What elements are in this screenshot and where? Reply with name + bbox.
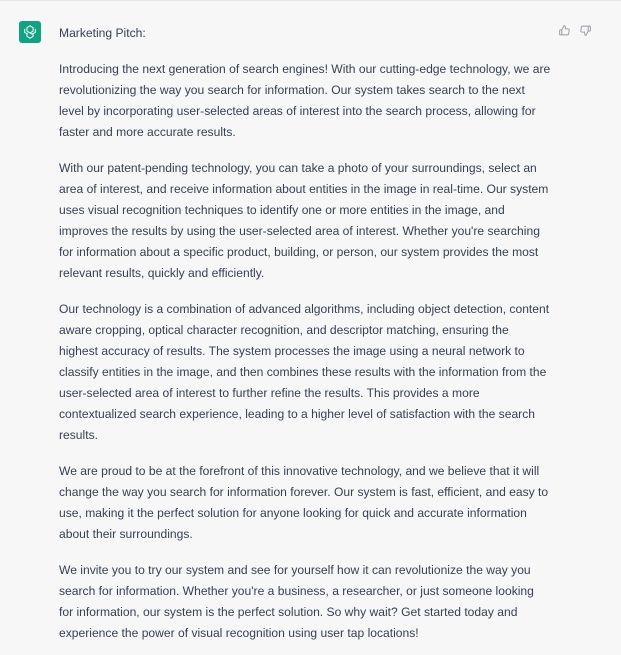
assistant-avatar	[19, 21, 41, 43]
thumbs-up-button[interactable]	[558, 24, 571, 37]
message-paragraph: We invite you to try our system and see for yourself how it can revolutionize the way you search for information. Whether you're a business, a researcher, or just someone looking for information, our system is the perfect solution. So why wait? Get started today and experience the power of visual recognition using user tap locations!	[59, 563, 534, 640]
message-heading: Marketing Pitch:	[59, 26, 146, 40]
feedback-controls	[558, 24, 592, 37]
message-paragraph: Introducing the next generation of search engines! With our cutting-edge technology, we are revolutionizing the way you search for information. Our system takes search to the next level by incorporating user-selected areas of interest into the search process, allowing for faster and more accurate results.	[59, 62, 551, 139]
openai-logo-icon	[22, 24, 38, 40]
message-paragraph: We are proud to be at the forefront of this innovative technology, and we believe that it will change the way you search for information forever. Our system is fast, efficient, and easy to use, making it the perfect solution for anyone looking for quick and accurate information about their surroundings.	[59, 464, 549, 541]
message-content	[59, 23, 551, 655]
message-paragraph: With our patent-pending technology, you can take a photo of your surroundings, select an area of interest, and receive information about entities in the image in real-time. Our system uses visual recognition techniques to identify one or more entities in the image, and improves the results by using the user-selected area of interest. Whether you're searching for information about a specific product, building, or person, our system provides the most relevant results, quickly and efficiently.	[59, 161, 549, 280]
thumbs-up-icon	[558, 24, 571, 37]
message-paragraph: Our technology is a combination of advanced algorithms, including object detection, content aware cropping, optical character recognition, and descriptor matching, ensuring the highest accuracy of results. The system processes the image using a neural network to classify entities in the image, and then combines these results with the information from the user-selected area of interest to further refine the results. This provides a more contextualized search experience, leading to a higher level of satisfaction with the search results.	[59, 302, 550, 442]
thumbs-down-button[interactable]	[579, 24, 592, 37]
thumbs-down-icon	[579, 24, 592, 37]
